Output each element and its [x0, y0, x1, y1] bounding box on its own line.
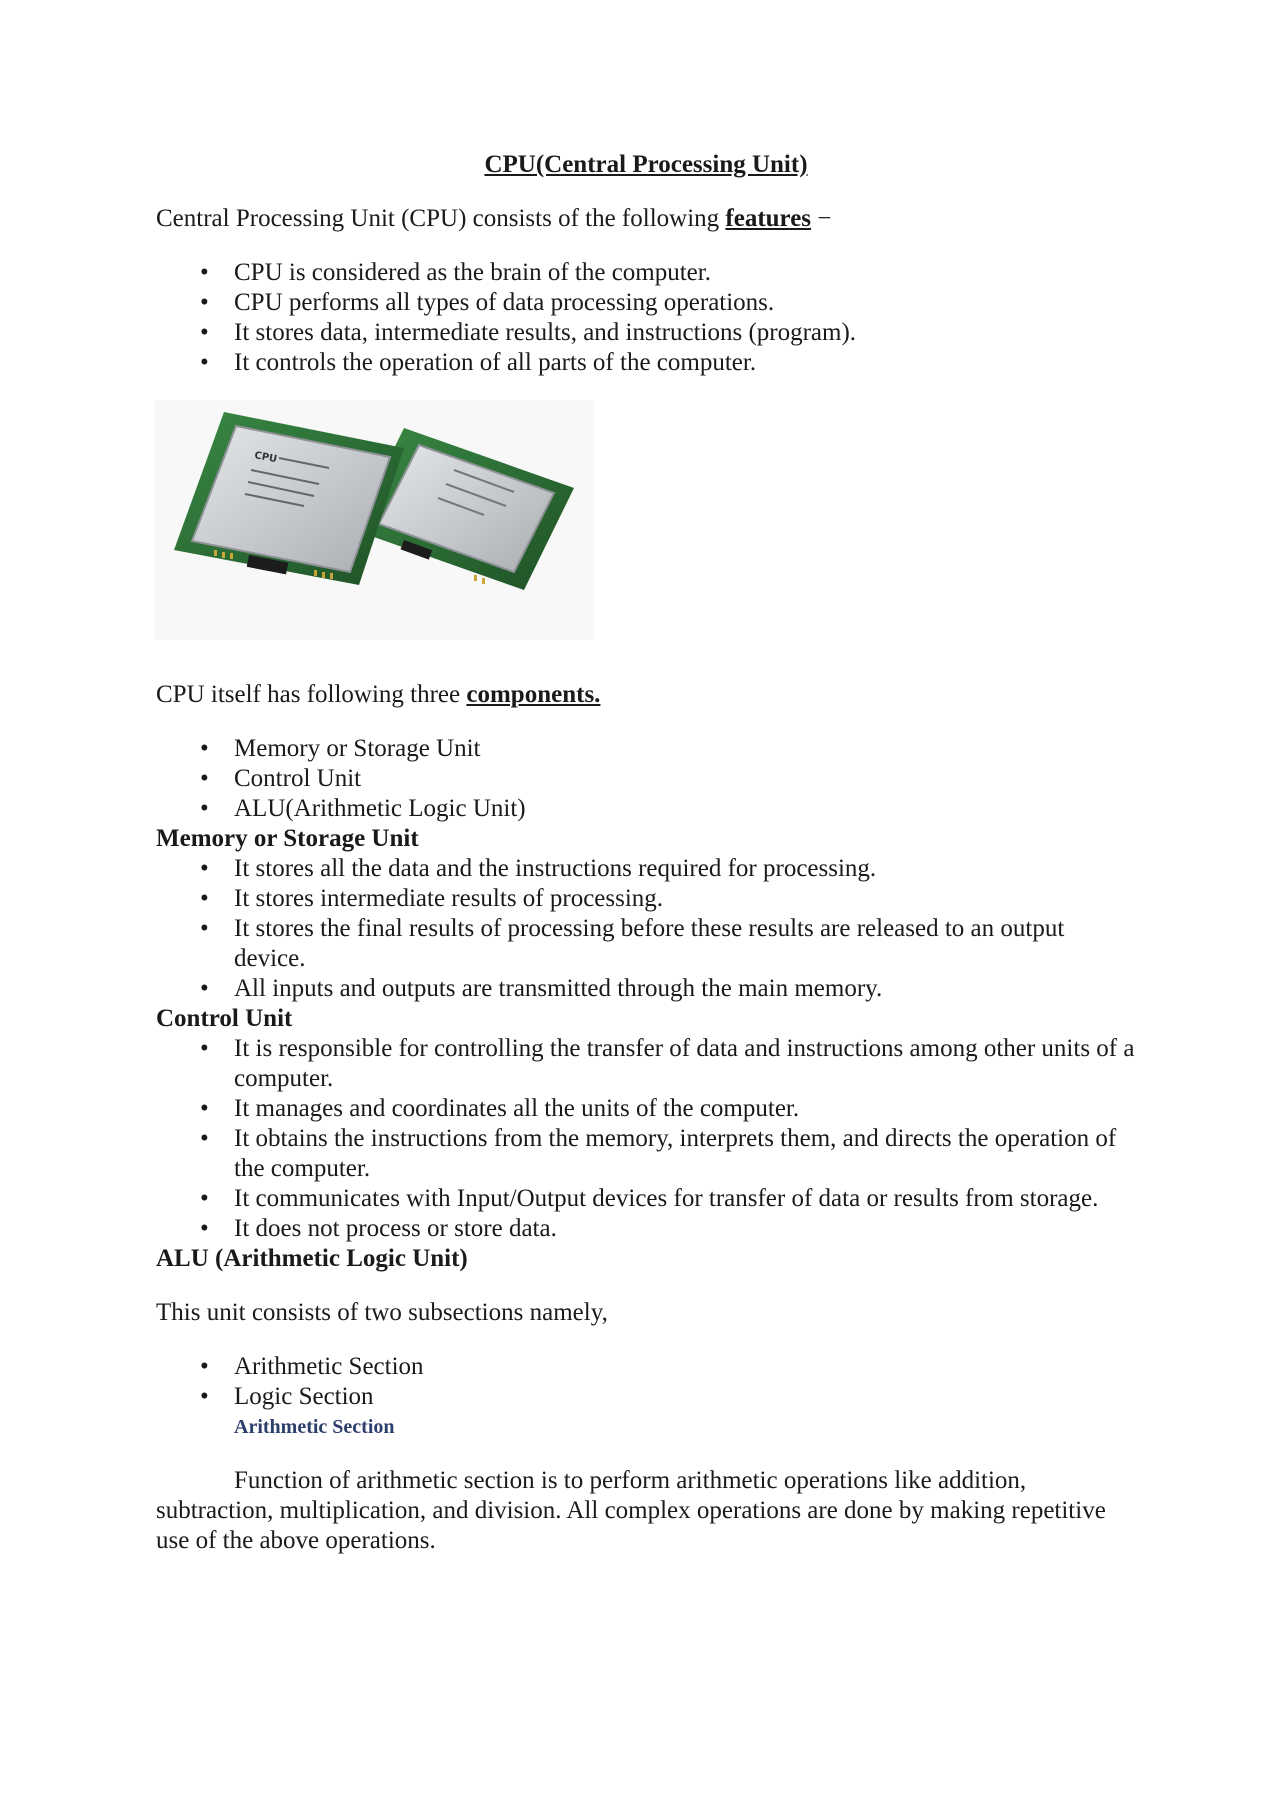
list-item: • It stores data, intermediate results, and instructions (program). [234, 318, 1136, 348]
list-item: • It stores intermediate results of processing. [234, 884, 1136, 914]
components-list [156, 734, 1136, 824]
list-item: • All inputs and outputs are transmitted through the main memory. [234, 974, 1136, 1004]
chip-brand-text: CPU [253, 450, 278, 466]
cpu-chips-icon [154, 400, 594, 640]
alu-list [156, 1352, 1136, 1412]
list-item: • It obtains the instructions from the memory, interprets them, and directs the operation of the computer. [234, 1124, 1136, 1184]
features-keyword: features [725, 205, 812, 232]
components-intro-text: CPU itself has following three [156, 681, 467, 708]
list-item: • It communicates with Input/Output devices for transfer of data or results from storage. [234, 1184, 1136, 1214]
control-heading: Control Unit [156, 1005, 293, 1032]
list-item: • ALU(Arithmetic Logic Unit) [234, 794, 1136, 824]
cpu-chips-image [154, 400, 594, 640]
components-intro [156, 680, 1136, 710]
list-item: • It controls the operation of all parts of the computer. [234, 348, 1136, 378]
list-item: • CPU is considered as the brain of the computer. [234, 258, 1136, 288]
list-item: • Arithmetic Section [234, 1352, 1136, 1382]
list-item: • Memory or Storage Unit [234, 734, 1136, 764]
alu-heading: ALU (Arithmetic Logic Unit) [156, 1245, 468, 1272]
list-item: • It stores all the data and the instructions required for processing. [234, 854, 1136, 884]
memory-heading: Memory or Storage Unit [156, 825, 419, 852]
list-item: • Control Unit [234, 764, 1136, 794]
control-list [156, 1034, 1136, 1244]
features-intro-text: Central Processing Unit (CPU) consists of the following [156, 205, 726, 232]
list-item: • It does not process or store data. [234, 1214, 1136, 1244]
list-item: • It is responsible for controlling the transfer of data and instructions among other units of a computer. [234, 1034, 1136, 1094]
document-page [156, 150, 1136, 1556]
arithmetic-paragraph: Function of arithmetic section is to perform arithmetic operations like addition, subtraction, multiplication, and division. All complex operations are done by making repetitive use of the above operations. [156, 1467, 1106, 1554]
list-item: • It manages and coordinates all the units of the computer. [234, 1094, 1136, 1124]
features-list [156, 258, 1136, 378]
page-title: CPU(Central Processing Unit) [484, 151, 808, 178]
features-intro-dash: − [811, 205, 832, 232]
list-item: • It stores the final results of processing before these results are released to an output device. [234, 914, 1136, 974]
list-item: • Logic Section [234, 1382, 1136, 1412]
features-intro [156, 204, 1136, 234]
alu-intro: This unit consists of two subsections namely, [156, 1299, 608, 1326]
memory-list [156, 854, 1136, 1004]
components-keyword: components. [466, 681, 601, 708]
list-item: • CPU performs all types of data processing operations. [234, 288, 1136, 318]
arithmetic-section-heading: Arithmetic Section [234, 1416, 395, 1438]
